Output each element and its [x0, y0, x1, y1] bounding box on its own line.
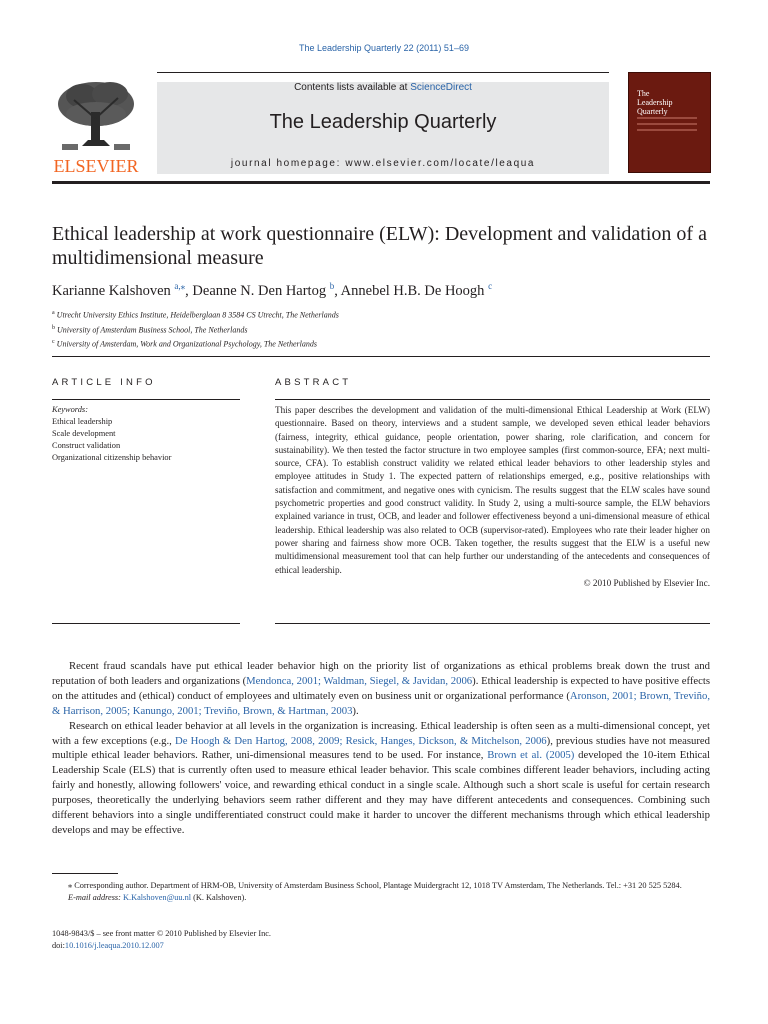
article-info-heading: ARTICLE INFO	[52, 377, 156, 388]
paragraph-text: developed the 10-item Ethical Leadership Scale (ELS) that is currently often used to measure ethical leader behavior. This scale combines different leader behaviors, including acting fairly and honestly, allowing followers' voice, and rewarding ethical conduct in a single scale. Although such a short scale is useful for certain research purposes, theoretically the underlying behaviors seem rather different and they may have different antecedents and consequences. Combining such different behaviors into a single undifferentiated construct could make it harder to uncover the different mechanisms through which ethical leadership develops and may be effective.	[52, 749, 710, 836]
paragraph	[52, 659, 710, 719]
paragraph	[52, 719, 710, 838]
affiliation-list	[52, 307, 712, 351]
affiliation	[52, 336, 712, 351]
keyword: Organizational citizenship behavior	[52, 453, 172, 462]
header-bottom-rule	[52, 181, 710, 184]
journal-name: The Leadership Quarterly	[269, 111, 497, 133]
header-top-rule	[157, 72, 609, 73]
copyright-notice: © 2010 Published by Elsevier Inc.	[583, 577, 710, 588]
abstract-bottom-rule	[275, 623, 710, 624]
author-affiliation-marker[interactable]: a,⁎	[174, 281, 186, 291]
email-label: E-mail address:	[68, 893, 121, 903]
author-name: Karianne Kalshoven	[52, 282, 171, 299]
abstract-heading: ABSTRACT	[275, 377, 352, 388]
article-info-bottom-rule	[52, 623, 240, 624]
paragraph-text: Research on ethical leader behavior at all levels in the organization is increasing. Ethical leadership is often seen as a multi-dimensional concept, yet with a few exceptions (e.g.,	[52, 719, 710, 747]
abstract-rule	[275, 399, 710, 400]
issn-line: 1048-9843/$ – see front matter © 2010 Published by Elsevier Inc.	[52, 929, 271, 938]
author-affiliation-marker[interactable]: c	[488, 281, 493, 291]
paragraph-text: ), previous studies have not measured multiple ethical leader behaviors. Rather, uni-dimensional measures tend to be used. For instance,	[52, 734, 711, 762]
contents-available-line	[157, 82, 609, 93]
body-text	[52, 659, 710, 838]
keywords-block	[52, 404, 240, 464]
cover-decoration	[637, 117, 697, 135]
affiliation-text: Utrecht University Ethics Institute, Heidelberglaan 8 3584 CS Utrecht, The Netherlands	[56, 310, 339, 320]
footnote-text: Corresponding author. Department of HRM-OB, University of Amsterdam Business School, Plantage Muidergracht 12, 1018 TV Amsterdam, The Netherlands. Tel.: +31 20 525 5284.	[74, 881, 682, 890]
cover-title-line: Quarterly	[637, 107, 668, 116]
doi-link[interactable]: 10.1016/j.leaqua.2010.12.007	[64, 941, 164, 951]
affiliation-text: University of Amsterdam Business School, The Netherlands	[57, 325, 248, 335]
journal-citation[interactable]: The Leadership Quarterly 22 (2011) 51–69	[299, 43, 469, 53]
keyword: Construct validation	[52, 441, 121, 450]
elsevier-logo	[52, 78, 152, 174]
affiliation	[52, 322, 712, 337]
cover-title-line: The	[637, 89, 650, 98]
footnote-marker: ⁎	[68, 881, 73, 890]
affiliation-text: University of Amsterdam, Work and Organizational Psychology, The Netherlands	[56, 339, 317, 349]
citation-link[interactable]: De Hoogh & Den Hartog, 2008, 2009; Resick, Hanges, Dickson, & Mitchelson, 2006	[174, 734, 547, 747]
email-suffix: (K. Kalshoven).	[191, 893, 247, 903]
journal-homepage[interactable]: journal homepage: www.elsevier.com/locate/leaqua	[230, 158, 536, 169]
author-affiliation-marker[interactable]: b	[329, 281, 335, 291]
paragraph-text: ). Ethical leadership is expected to have positive effects on the attitudes and (ethical) conduct of employees and ultimately even on business unit or organizational performance (	[52, 674, 711, 702]
corresponding-author-footnote	[52, 880, 712, 905]
section-divider	[52, 356, 710, 357]
footnote-line	[52, 880, 712, 892]
doi-line	[52, 940, 712, 952]
author-name: Deanne N. Den Hartog	[192, 282, 327, 299]
citation-link[interactable]: Mendonca, 2001; Waldman, Siegel, & Javidan, 2006	[246, 674, 473, 687]
doi-label: doi:	[52, 941, 65, 951]
article-info-rule	[52, 399, 240, 400]
affiliation-marker: b	[52, 324, 55, 331]
sciencedirect-link[interactable]: ScienceDirect	[410, 82, 472, 93]
paragraph-text: ).	[352, 704, 359, 717]
article-title: Ethical leadership at work questionnaire (ELW): Development and validation of a multidimensional measure	[52, 223, 707, 269]
keywords-label: Keywords:	[52, 405, 88, 414]
elsevier-tree-icon	[52, 78, 140, 156]
abstract-text: This paper describes the development and validation of the multi-dimensional Ethical Leadership at Work (ELW) questionnaire. Based on theory, interviews and a student sample, we developed seven ethical leader behaviors (fairness, integrity, ethical guidance, people orientation, power sharing, role clarification, and concern for sustainability). We then tested the factor structure in two employee samples (first common-source, EFA; next multi-source, CFA). To establish construct validity we related ethical leader behaviors to other leadership styles and employee attitudes in Study 1. The expected pattern of relationships emerged, e.g., positive relationships with satisfaction and commitment, and negative ones with cynicism. The results suggest that the ELW scales have sound psychometric properties and good construct validity. In Study 2, using a multi-source sample, the ELW behaviors explained variance in trust, OCB, and leader and follower effectiveness beyond a uni-dimensional measure of ethical leadership. Ethical leadership was also related to OCB (supervisor-rated). Employees who rate their leader higher on power sharing and fairness show more OCB. Taken together, the results suggest that the ELW is a useful new multidimensional measurement tool that can help further our understanding of the antecedents and consequences of ethical leadership.	[275, 405, 710, 575]
journal-cover-image	[628, 72, 711, 173]
citation-link[interactable]: Brown et al. (2005)	[487, 749, 575, 762]
footnote-rule	[52, 873, 118, 874]
cover-title-line: Leadership	[637, 98, 673, 107]
keyword: Scale development	[52, 429, 116, 438]
contents-prefix: Contents lists available at	[294, 82, 411, 93]
email-link[interactable]: K.Kalshoven@uu.nl	[123, 893, 192, 903]
author-list: Karianne Kalshoven $^{a,⁎}$, Deanne N. Den Hartog $^b$, Annebel H.B. De Hoogh $^c$	[52, 281, 493, 299]
cover-title	[637, 89, 673, 116]
email-line	[52, 892, 712, 904]
author-name: Annebel H.B. De Hoogh	[340, 282, 485, 299]
publication-info	[52, 928, 712, 953]
abstract-block	[275, 404, 710, 590]
citation-link[interactable]: Aronson, 2001; Brown, Treviño, & Harrison, 2005; Kanungo, 2001; Treviño, Brown, & Hartman, 2003	[52, 689, 711, 717]
elsevier-wordmark: ELSEVIER	[53, 156, 139, 176]
affiliation-marker: c	[52, 339, 55, 346]
affiliation	[52, 307, 712, 322]
keyword: Ethical leadership	[52, 417, 113, 426]
paragraph-text: Recent fraud scandals have put ethical leader behavior high on the priority list of organizations as ethical problems break down the trust and reputation of both leaders and organizations (	[52, 660, 710, 687]
affiliation-marker: a	[52, 310, 55, 316]
